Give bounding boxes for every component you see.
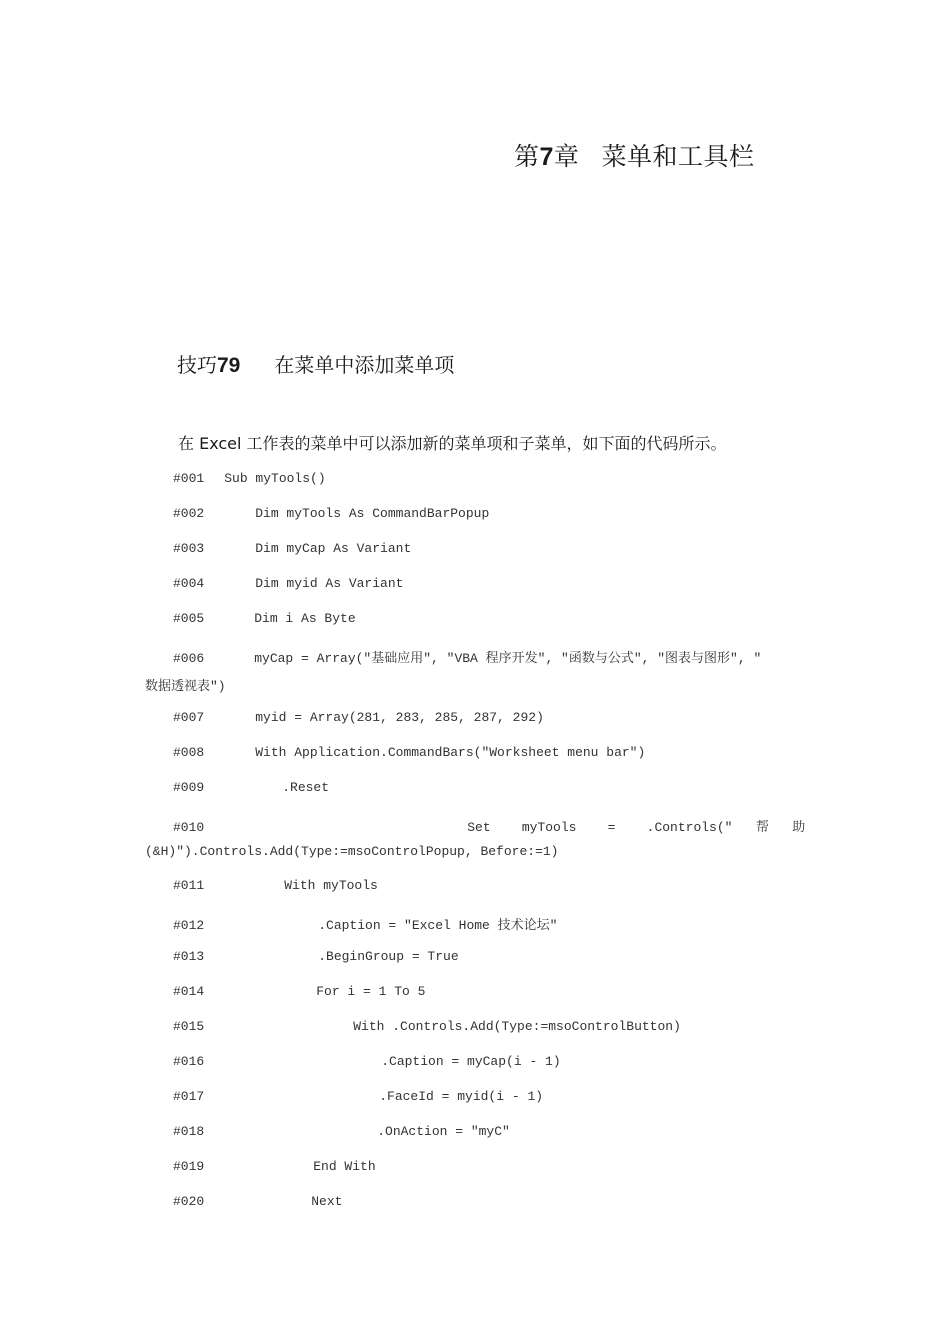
code-line	[173, 1054, 561, 1069]
line-number: #018	[173, 1124, 205, 1139]
code-line	[173, 816, 805, 835]
line-number: #009	[173, 780, 205, 795]
code-line	[173, 984, 425, 999]
line-number: #010	[173, 820, 205, 835]
chapter-suffix: 章	[553, 142, 580, 171]
code-continuation: 数据透视表")	[145, 679, 226, 694]
intro-paragraph: 在 Excel 工作表的菜单中可以添加新的菜单项和子菜单，如下面的代码所示。	[178, 434, 727, 453]
code-line	[173, 710, 544, 725]
line-number: #015	[173, 1019, 205, 1034]
line-number: #014	[173, 984, 205, 999]
line-number: #020	[173, 1194, 205, 1209]
line-number: #004	[173, 576, 205, 591]
code-line	[173, 949, 459, 964]
code-text: Dim myTools As CommandBarPopup	[255, 506, 490, 521]
code-text: myid = Array(281, 283, 285, 287, 292)	[255, 710, 544, 725]
line-number: #007	[173, 710, 205, 725]
line-number: #012	[173, 918, 205, 933]
code-line	[173, 471, 326, 486]
line-number: #006	[173, 651, 205, 666]
code-line	[173, 576, 403, 591]
code-line	[173, 1159, 376, 1174]
tip-title: 在菜单中添加菜单项	[274, 353, 455, 377]
code-text: With .Controls.Add(Type:=msoControlButton)	[353, 1019, 681, 1034]
tip-heading	[177, 349, 454, 378]
code-line	[173, 1194, 342, 1209]
code-continuation: (&H)").Controls.Add(Type:=msoControlPopup, Before:=1)	[145, 844, 559, 859]
code-line	[173, 647, 761, 666]
code-line	[173, 1089, 543, 1104]
code-text: .Caption = myCap(i - 1)	[381, 1054, 561, 1069]
code-text: End With	[313, 1159, 376, 1174]
code-text: With Application.CommandBars("Worksheet menu bar")	[255, 745, 646, 760]
chapter-title: 菜单和工具栏	[601, 142, 755, 171]
code-text: With myTools	[284, 878, 378, 893]
code-line	[173, 506, 489, 521]
code-text: .Caption = "Excel Home 技术论坛"	[318, 918, 558, 933]
code-text: .FaceId = myid(i - 1)	[379, 1089, 544, 1104]
tip-number: 79	[217, 354, 241, 377]
code-line	[173, 780, 329, 795]
code-line	[173, 541, 411, 556]
code-line	[173, 745, 645, 760]
line-number: #008	[173, 745, 205, 760]
line-number: #001	[173, 471, 205, 486]
code-line	[173, 611, 356, 626]
code-text: For i = 1 To 5	[316, 984, 426, 999]
code-text: Set myTools = .Controls(" 帮 助	[467, 820, 806, 835]
code-text: myCap = Array("基础应用", "VBA 程序开发", "函数与公式", "图表与图形", "	[254, 651, 762, 666]
code-text: .BeginGroup = True	[318, 949, 459, 964]
code-text: Dim myCap As Variant	[255, 541, 412, 556]
code-text: Dim i As Byte	[254, 611, 356, 626]
line-number: #002	[173, 506, 205, 521]
line-number: #003	[173, 541, 205, 556]
chapter-prefix: 第	[514, 142, 540, 171]
code-line	[173, 1019, 681, 1034]
chapter-heading	[514, 137, 754, 173]
code-text: Dim myid As Variant	[255, 576, 404, 591]
code-text: .OnAction = "myC"	[377, 1124, 510, 1139]
code-line	[173, 914, 557, 933]
code-line	[173, 1124, 510, 1139]
line-number: #019	[173, 1159, 205, 1174]
code-text: .Reset	[282, 780, 330, 795]
line-number: #016	[173, 1054, 205, 1069]
chapter-number: 7	[539, 143, 554, 171]
tip-prefix: 技巧	[177, 353, 217, 377]
code-text: Sub myTools()	[224, 471, 326, 486]
line-number: #011	[173, 878, 205, 893]
line-number: #013	[173, 949, 205, 964]
line-number: #017	[173, 1089, 205, 1104]
code-line	[173, 878, 378, 893]
line-number: #005	[173, 611, 205, 626]
code-text: Next	[311, 1194, 343, 1209]
